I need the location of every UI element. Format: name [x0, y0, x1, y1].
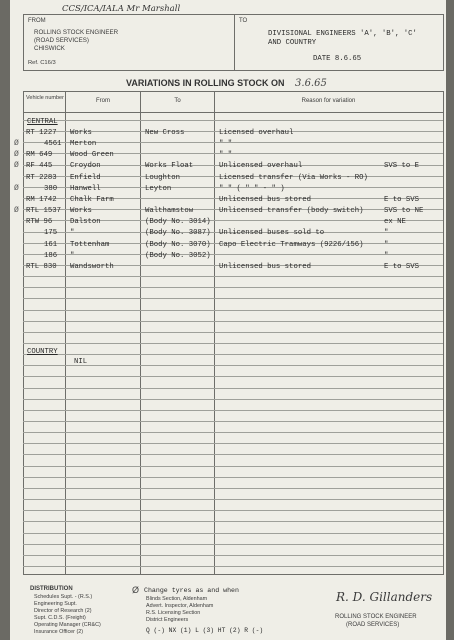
row-to: (Body No. 3087) — [145, 229, 211, 237]
variation-date: 3.6.65 — [295, 78, 327, 89]
col-header-from: From — [96, 98, 110, 104]
ruled-line — [23, 287, 443, 288]
row-from: Hanwell — [70, 185, 101, 193]
dist-right-4: District Engineers — [146, 617, 189, 623]
row-note: " — [384, 241, 389, 249]
row-tick-mark: Ø — [14, 139, 19, 148]
row-from: " — [70, 252, 75, 260]
ref-number: Ref. C16/3 — [28, 60, 56, 66]
row-vehicle: RT 1227 — [26, 129, 57, 137]
ruled-line — [23, 388, 443, 389]
row-reason: Unlicensed bus stored — [219, 263, 311, 271]
dist-left-6: Insurance Officer (2) — [34, 629, 84, 635]
row-reason: Licensed transfer (Via Works - RO) — [219, 174, 368, 182]
header-divider — [234, 14, 235, 70]
ruled-line — [23, 410, 443, 411]
row-reason: Unlicensed buses sold to — [219, 229, 325, 237]
ruled-line — [23, 354, 443, 355]
row-to: (Body No. 3014) — [145, 218, 211, 226]
row-tick-mark: Ø — [14, 184, 19, 193]
header-underline — [23, 112, 443, 113]
sign-org-line-1: ROLLING STOCK ENGINEER — [335, 614, 417, 620]
ruled-line — [23, 521, 443, 522]
ruled-line — [23, 544, 443, 545]
row-to: (Body No. 3070) — [145, 241, 211, 249]
row-to: New Cross — [145, 129, 185, 137]
row-to: (Body No. 3052) — [145, 252, 211, 260]
col-header-vehicle: Vehicle number — [26, 95, 64, 101]
from-label: FROM — [28, 18, 46, 24]
row-vehicle: RM 1742 — [26, 196, 57, 204]
col-header-reason: Reason for variation — [301, 98, 356, 104]
dist-codes: Q (-) NX (1) L (3) HT (2) R (-) — [146, 627, 264, 634]
ruled-line — [23, 555, 443, 556]
ruled-line — [23, 488, 443, 489]
row-note: SVS to NE — [384, 207, 424, 215]
col-header-to: To — [174, 98, 181, 104]
from-org-line-2: (ROAD SERVICES) — [34, 37, 89, 44]
ruled-line — [23, 432, 443, 433]
row-tick-mark: Ø — [14, 206, 19, 215]
row-vehicle: RT 2283 — [26, 174, 57, 182]
row-vehicle: RM 649 — [26, 151, 53, 159]
sign-org-line-2: (ROAD SERVICES) — [346, 622, 400, 628]
ruled-line — [23, 120, 443, 121]
row-vehicle: RF 445 — [26, 162, 53, 170]
handwritten-routing: CCS/ICA/IALA Mr Marshall — [62, 4, 181, 14]
row-tick-mark: Ø — [14, 150, 19, 159]
row-from: Croydon — [70, 162, 101, 170]
row-from: Tottenham — [70, 241, 110, 249]
row-from: Enfield — [70, 174, 101, 182]
row-to: Walthamstow — [145, 207, 194, 215]
row-reason: " " — [219, 151, 233, 159]
section-central: CENTRAL — [27, 118, 58, 126]
dist-left-1: Schedules Supt. - (R.S.) — [34, 594, 93, 600]
row-from: Chalk Farm — [70, 196, 114, 204]
row-reason: Unlicensed overhaul — [219, 162, 303, 170]
row-vehicle: RTW 96 — [26, 218, 53, 226]
row-vehicle: 161 — [44, 241, 58, 249]
dist-right-2: Advert. Inspector, Aldenham — [146, 603, 214, 609]
ruled-line — [23, 310, 443, 311]
ruled-line — [23, 399, 443, 400]
ruled-line — [23, 499, 443, 500]
row-vehicle: RTL 830 — [26, 263, 57, 271]
row-from: " — [70, 229, 75, 237]
row-to: Works Float — [145, 162, 194, 170]
form-title-text: VARIATIONS IN ROLLING STOCK ON — [126, 78, 285, 88]
dist-right-1: Blinds Section, Aldenham — [146, 596, 208, 602]
ruled-line — [23, 276, 443, 277]
dist-note: Change tyres as and when — [144, 587, 239, 594]
ruled-line — [23, 566, 443, 567]
ruled-line — [23, 343, 443, 344]
row-tick-mark: Ø — [14, 161, 19, 170]
row-to: Leyton — [145, 185, 172, 193]
ruled-line — [23, 321, 443, 322]
row-vehicle: 175 — [44, 229, 58, 237]
row-vehicle: 380 — [44, 185, 58, 193]
ruled-line — [23, 477, 443, 478]
row-from: Merton — [70, 140, 97, 148]
from-org-line-1: ROLLING STOCK ENGINEER — [34, 29, 119, 36]
memo-date: DATE 8.6.65 — [313, 55, 362, 63]
row-note: " — [384, 229, 389, 237]
ruled-line — [23, 298, 443, 299]
row-from: Works — [70, 129, 92, 137]
row-reason: Licensed overhaul — [219, 129, 294, 137]
row-vehicle: 4561 — [44, 140, 62, 148]
row-note: SVS to E — [384, 162, 420, 170]
row-from: Wood Green — [70, 151, 114, 159]
ruled-line — [23, 533, 443, 534]
row-to: Loughton — [145, 174, 181, 182]
distribution-label: DISTRIBUTION — [30, 586, 73, 592]
row-vehicle: RTL 1537 — [26, 207, 62, 215]
row-reason: Capo Electric Tramways (9226/156) — [219, 241, 364, 249]
row-note: E to SVS — [384, 196, 420, 204]
dist-left-3: Director of Research (2) — [34, 608, 92, 614]
ruled-line — [23, 454, 443, 455]
row-note: E to SVS — [384, 263, 420, 271]
to-label: TO — [239, 18, 248, 24]
memo-sheet — [10, 0, 446, 640]
row-reason: Unlicensed bus stored — [219, 196, 311, 204]
row-reason: Unlicensed transfer (body switch) — [219, 207, 364, 215]
row-from: Dalston — [70, 218, 101, 226]
signature: R. D. Gillanders — [336, 590, 433, 604]
section-country: COUNTRY — [27, 348, 58, 356]
dist-mark: Ø — [132, 585, 140, 595]
from-org-line-3: CHISWICK — [34, 45, 65, 52]
dist-left-2: Engineering Supt. — [34, 601, 77, 607]
ruled-line — [23, 376, 443, 377]
ruled-line — [23, 421, 443, 422]
dist-left-4: Supt. C.D.S. (Freight) — [34, 615, 86, 621]
row-note: ex NE — [384, 218, 406, 226]
row-from: Wandsworth — [70, 263, 114, 271]
to-line-1: DIVISIONAL ENGINEERS 'A', 'B', 'C' — [268, 30, 417, 38]
form-title — [126, 78, 327, 89]
row-reason: " " — [219, 140, 233, 148]
row-from: Works — [70, 207, 92, 215]
dist-left-5: Operating Manager (CR&C) — [34, 622, 101, 628]
ruled-line — [23, 443, 443, 444]
to-line-2: AND COUNTRY — [268, 39, 317, 47]
ruled-line — [23, 466, 443, 467]
row-reason: " " ( " " - " ) — [219, 185, 285, 193]
ruled-line — [23, 510, 443, 511]
ruled-line — [23, 254, 443, 255]
country-entry: NIL — [74, 358, 88, 366]
dist-right-3: R.S. Licensing Section — [146, 610, 201, 616]
row-vehicle: 186 — [44, 252, 58, 260]
ruled-line — [23, 332, 443, 333]
row-note: " — [384, 252, 389, 260]
